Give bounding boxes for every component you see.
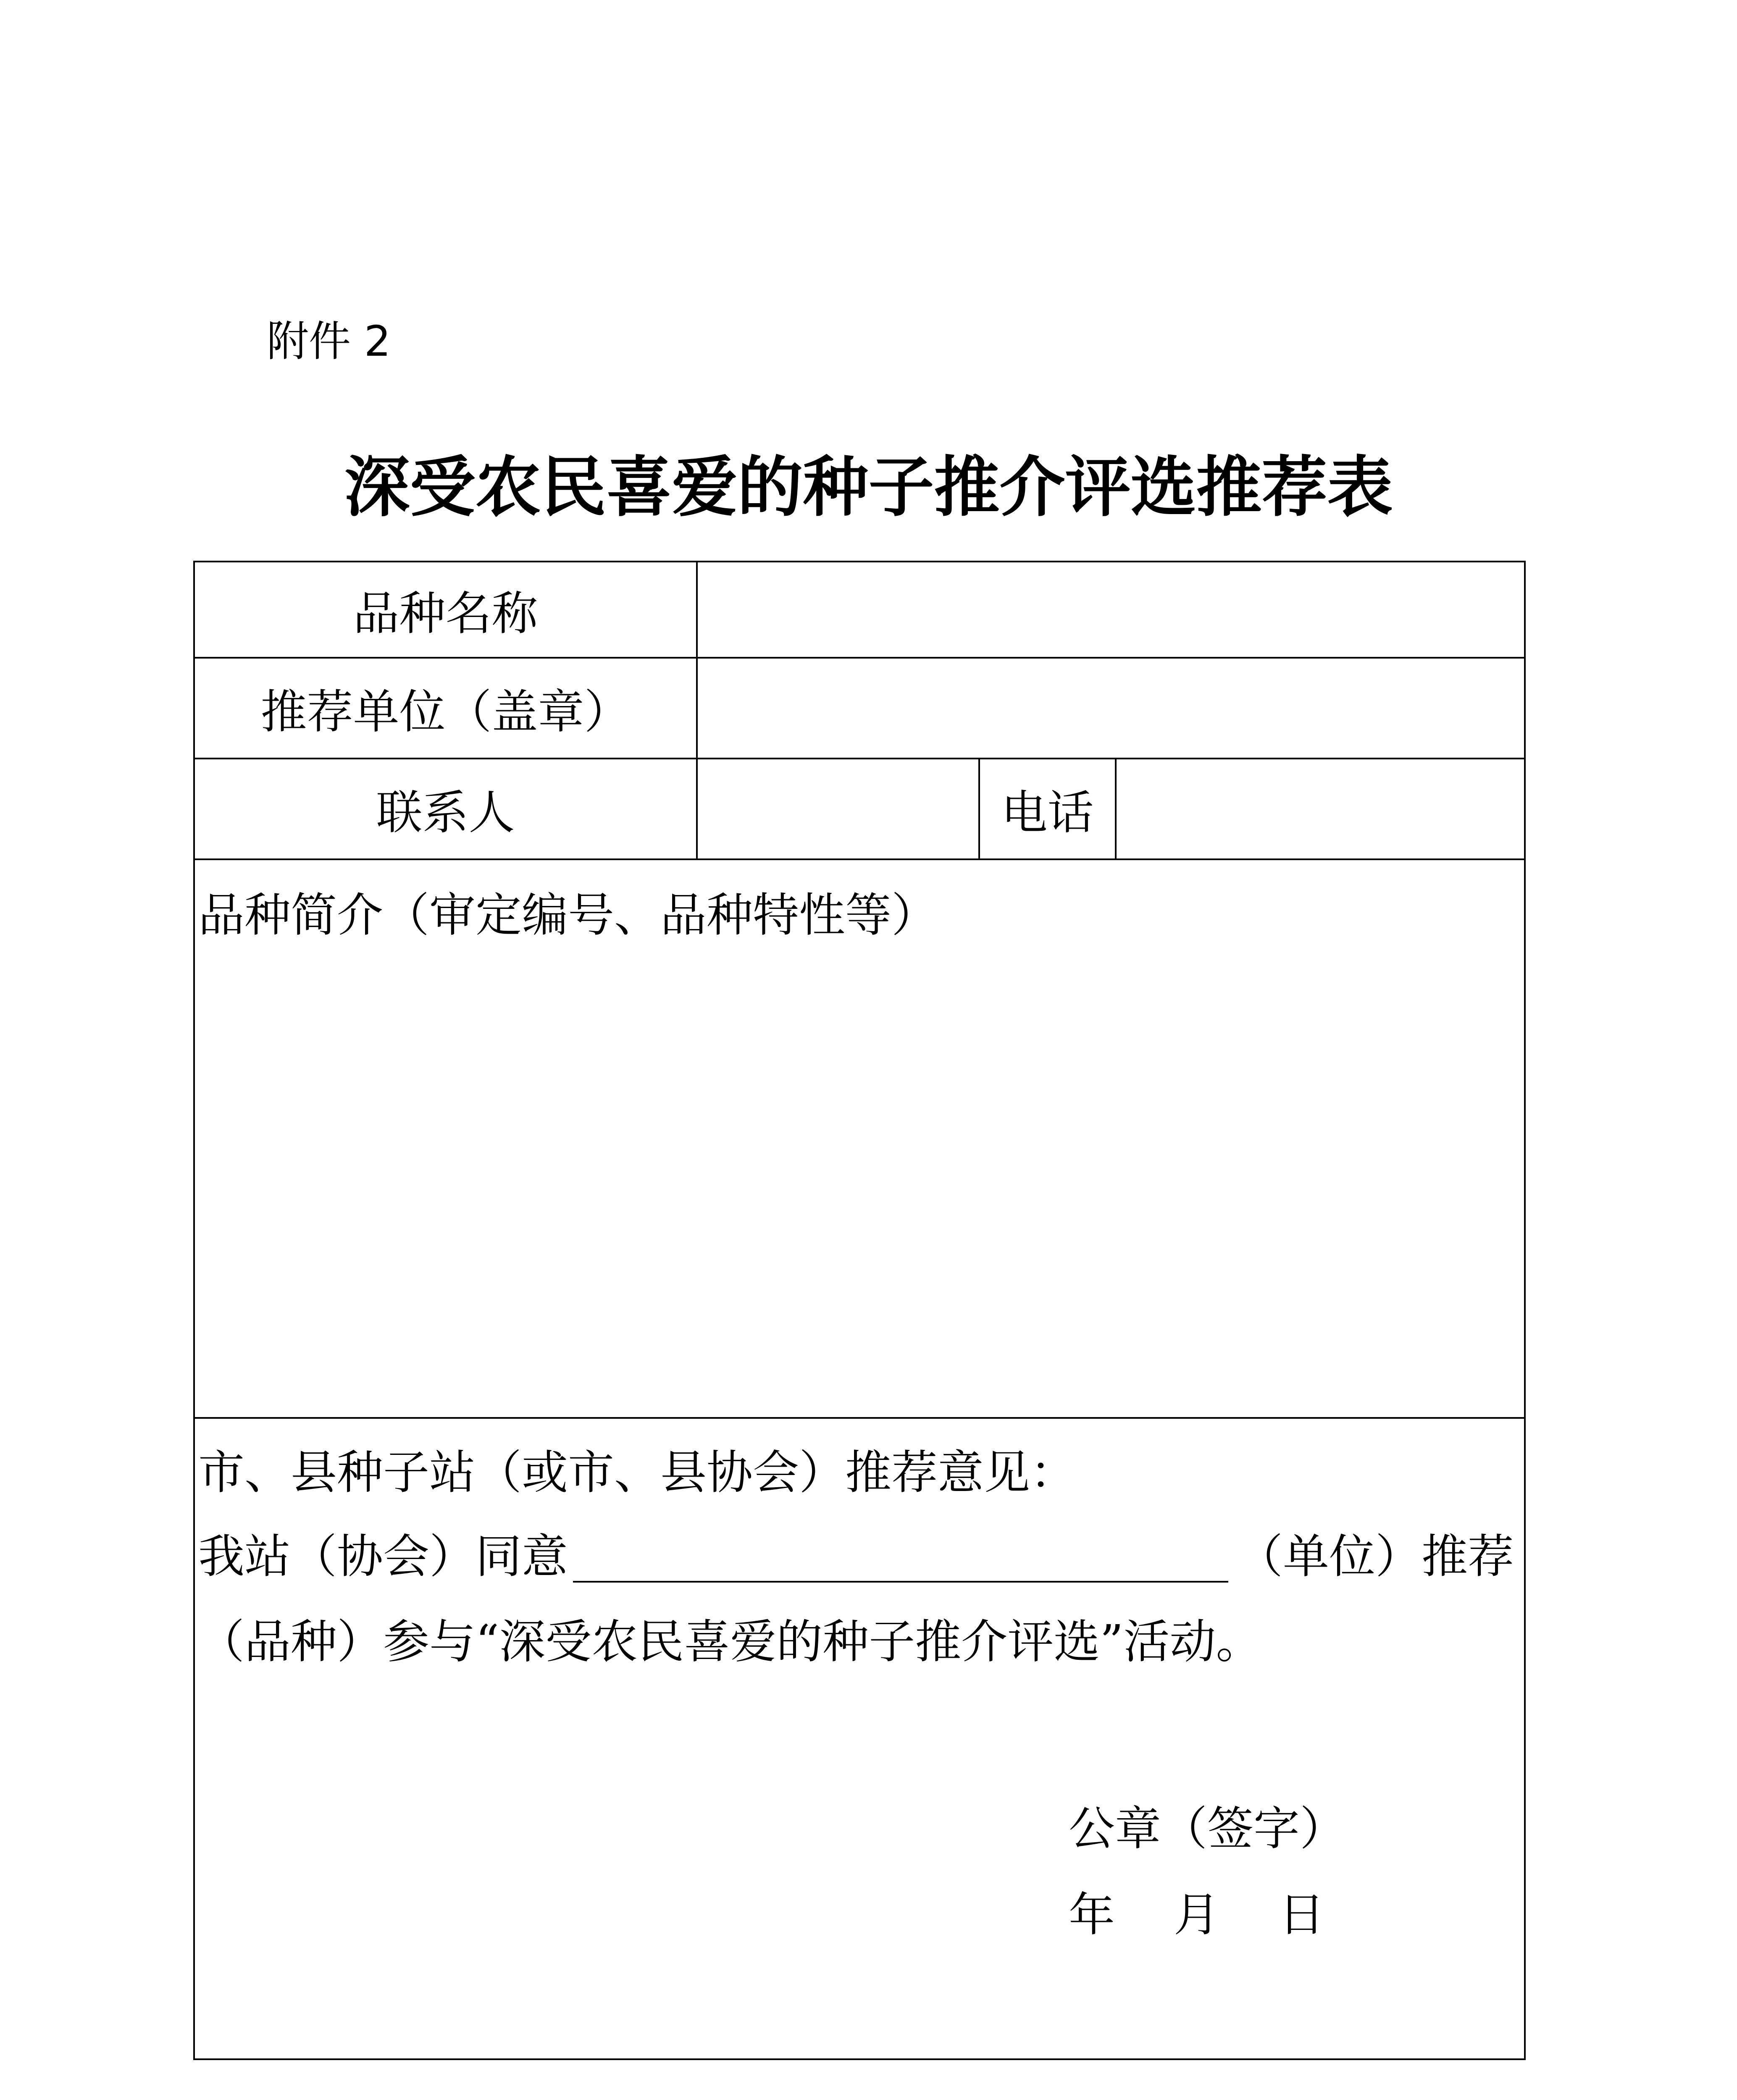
- form-title: 深受农民喜爱的种子推介评选推荐表: [344, 449, 1393, 525]
- contact-label: 联系人: [376, 786, 515, 840]
- row-divider: [195, 858, 1524, 860]
- date-label: 年 月 日: [1069, 1888, 1325, 1942]
- opinion-line2: （品种）参与“深受农民喜爱的种子推介评选”活动。: [198, 1615, 1262, 1669]
- variety-intro-field[interactable]: [195, 945, 1524, 1415]
- phone-label: 电话: [1001, 786, 1094, 840]
- recommending-unit-label: 推荐单位（盖章）: [260, 685, 631, 739]
- opinion-line1-suffix: （单位）推荐: [1237, 1530, 1514, 1583]
- contact-field[interactable]: [698, 759, 978, 858]
- attachment-label: 附件 2: [267, 317, 391, 366]
- variety-name-label: 品种名称: [353, 586, 538, 640]
- unit-blank-underline[interactable]: [573, 1581, 1228, 1583]
- recommendation-form: [193, 561, 1526, 2060]
- opinion-line1-prefix: 我站（协会）同意: [198, 1530, 568, 1583]
- variety-name-field[interactable]: [698, 562, 1524, 657]
- seal-label: 公章（签字）: [1069, 1802, 1346, 1856]
- phone-field[interactable]: [1117, 759, 1524, 858]
- row-divider: [195, 1417, 1524, 1419]
- variety-intro-label: 品种简介（审定编号、品种特性等）: [198, 888, 938, 942]
- opinion-heading: 市、县种子站（或市、县协会）推荐意见：: [198, 1446, 1076, 1499]
- recommending-unit-field[interactable]: [698, 659, 1524, 758]
